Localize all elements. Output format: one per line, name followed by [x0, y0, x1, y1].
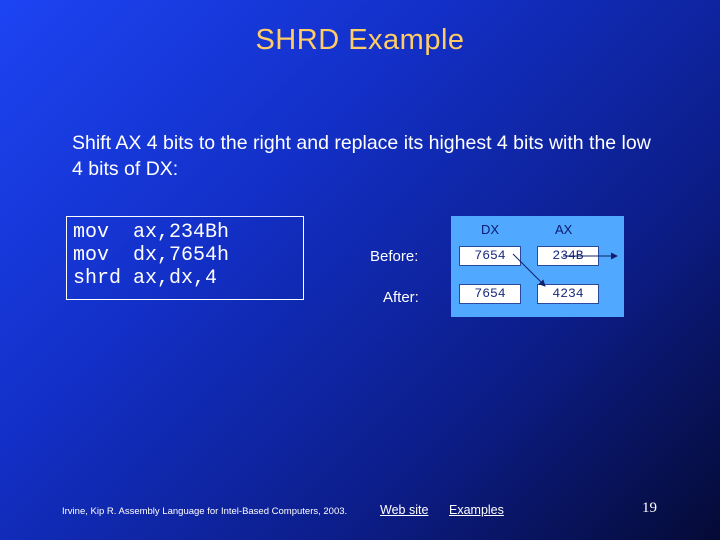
slide-title: SHRD Example: [255, 24, 465, 56]
ax-column-header: AX: [555, 222, 573, 237]
page-number: 19: [642, 500, 657, 516]
examples-link[interactable]: Examples: [449, 503, 504, 517]
ax-before-register: 234B: [537, 246, 599, 266]
web-site-link[interactable]: Web site: [380, 503, 429, 517]
dx-after-register: 7654: [459, 284, 521, 304]
citation: Irvine, Kip R. Assembly Language for Intel-Based Computers, 2003.: [62, 506, 348, 517]
after-label: After:: [383, 289, 419, 306]
code-line: mov dx,7654h: [73, 244, 230, 267]
ax-after-register: 4234: [537, 284, 599, 304]
dx-before-register: 7654: [459, 246, 521, 266]
before-label: Before:: [370, 248, 419, 265]
register-diagram: [451, 216, 624, 317]
code-box: [66, 216, 304, 300]
code-line: shrd ax,dx,4: [73, 267, 218, 290]
shift-arrows: [451, 216, 624, 317]
slide-description: Shift AX 4 bits to the right and replace its highest 4 bits with the low 4 bits of DX:: [72, 132, 651, 180]
code-line: mov ax,234Bh: [73, 221, 230, 244]
dx-column-header: DX: [481, 222, 500, 237]
dx-low-nibble-arrow: [513, 254, 545, 286]
